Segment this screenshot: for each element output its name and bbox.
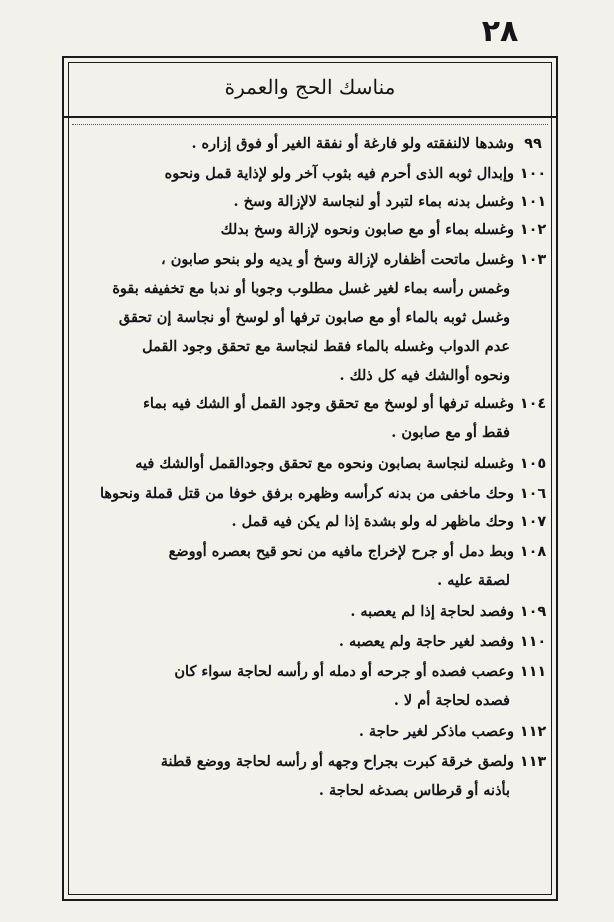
entry-text: ونحوه أوالشك فيه كل ذلك . (339, 367, 510, 384)
entry-text: وغسل بدنه بماء لتبرد أو لنجاسة لالإزالة وسخ . (233, 193, 514, 210)
entry-line (68, 160, 552, 188)
entry-line (68, 188, 552, 216)
entry-number: ١٠٣ (519, 252, 547, 268)
entry-number: ١٠٤ (519, 396, 547, 412)
entry-number: ١٠٥ (519, 456, 547, 472)
entry-line (68, 480, 552, 508)
entry-number: ١٠٧ (519, 514, 547, 530)
entry-text: وغسله ترفها أو لوسخ مع تحقق وجود القمل أو الشك فيه بماء (143, 395, 514, 412)
entry-text: وشدها لالنفقته ولو فارغة أو نفقة الغير أو فوق إزاره . (191, 135, 514, 152)
entry-number: ١١٣ (519, 754, 547, 770)
entry-number: ١١٠ (519, 634, 547, 650)
entry-text: فقط أو مع صابون . (391, 424, 510, 441)
page-header (64, 58, 556, 118)
entry-number: ١٠٨ (519, 544, 547, 560)
entry-line (68, 390, 552, 418)
entry-line (68, 419, 552, 447)
entry-text: وبط دمل أو جرح لإخراج مافيه من نحو قيح بعصره أووضع (168, 543, 514, 560)
entry-line (68, 598, 552, 626)
entry-line (68, 628, 552, 656)
entry-text: وغسل ماتحت أظفاره لإزالة وسخ أو يديه ولو بنحو صابون ، (161, 251, 514, 268)
entry-text: وغسل ثوبه بالماء أو مع صابون ترفها أو لوسخ أو نجاسة إن تحقق (118, 309, 510, 326)
entry-line (68, 538, 552, 566)
page-number: ٢٨ (481, 14, 519, 49)
entry-line (68, 216, 552, 244)
entry-line (68, 658, 552, 686)
entry-line (68, 687, 552, 715)
entry-text: لصقة عليه . (437, 572, 510, 589)
entry-text: وغسله لنجاسة بصابون ونحوه مع تحقق وجودالقمل أوالشك فيه (135, 455, 514, 472)
entry-line (68, 777, 552, 805)
entry-text: عدم الدواب وغسله بالماء فقط لنجاسة مع تحقق وجود القمل (142, 338, 510, 355)
entry-text: وفصد لغير حاجة ولم يعصبه . (338, 633, 514, 650)
entry-line (68, 508, 552, 536)
entry-text: وغمس رأسه بماء لغير غسل مطلوب وجوبا أو ندبا مع تخفيفه بقوة (112, 280, 510, 297)
entry-number: ١٠١ (519, 194, 547, 210)
entry-text: ولصق خرقة كبرت بجراح وجهه أو رأسه لحاجة ووضع قطنة (160, 753, 514, 770)
entry-number: ١٠٩ (519, 604, 547, 620)
header-divider (72, 124, 548, 125)
entry-line (68, 275, 552, 303)
page-frame (62, 56, 558, 901)
entry-line (68, 304, 552, 332)
entry-text: وحك ماظهر له ولو بشدة إذا لم يكن فيه قمل . (231, 513, 514, 530)
header-title: مناسك الحج والعمرة (224, 75, 396, 99)
entry-text: فصده لحاجة أم لا . (393, 692, 510, 709)
entry-line (68, 567, 552, 595)
entry-text: وحك ماخفى من بدنه كرأسه وظهره برفق خوفا من قتل قملة ونحوها (99, 485, 514, 502)
entry-line (68, 246, 552, 274)
entry-number: ٩٩ (524, 136, 542, 152)
entry-number: ١١٢ (519, 724, 547, 740)
entry-line (68, 748, 552, 776)
entry-text: وفصد لحاجة إذا لم يعصبه . (350, 603, 514, 620)
entry-number: ١٠٢ (519, 222, 547, 238)
entry-number: ١٠٦ (519, 486, 547, 502)
entry-line (68, 130, 552, 158)
entry-text: وغسله بماء أو مع صابون ونحوه لإزالة وسخ بدلك (220, 221, 514, 238)
entry-line (68, 333, 552, 361)
entry-text: بأذنه أو قرطاس بصدغه لحاجة . (318, 782, 510, 799)
entry-text: وعصب ماذكر لغير حاجة . (358, 723, 514, 740)
entry-line (68, 450, 552, 478)
entry-text: وإبدال ثوبه الذى أحرم فيه بثوب آخر ولو لإذاية قمل ونحوه (164, 165, 514, 182)
entry-text: وعصب فصده أو جرحه أو دمله أو رأسه لحاجة سواء كان (174, 663, 514, 680)
entry-line (68, 362, 552, 390)
entry-number: ١١١ (519, 664, 547, 680)
entry-number: ١٠٠ (519, 166, 547, 182)
entry-line (68, 718, 552, 746)
